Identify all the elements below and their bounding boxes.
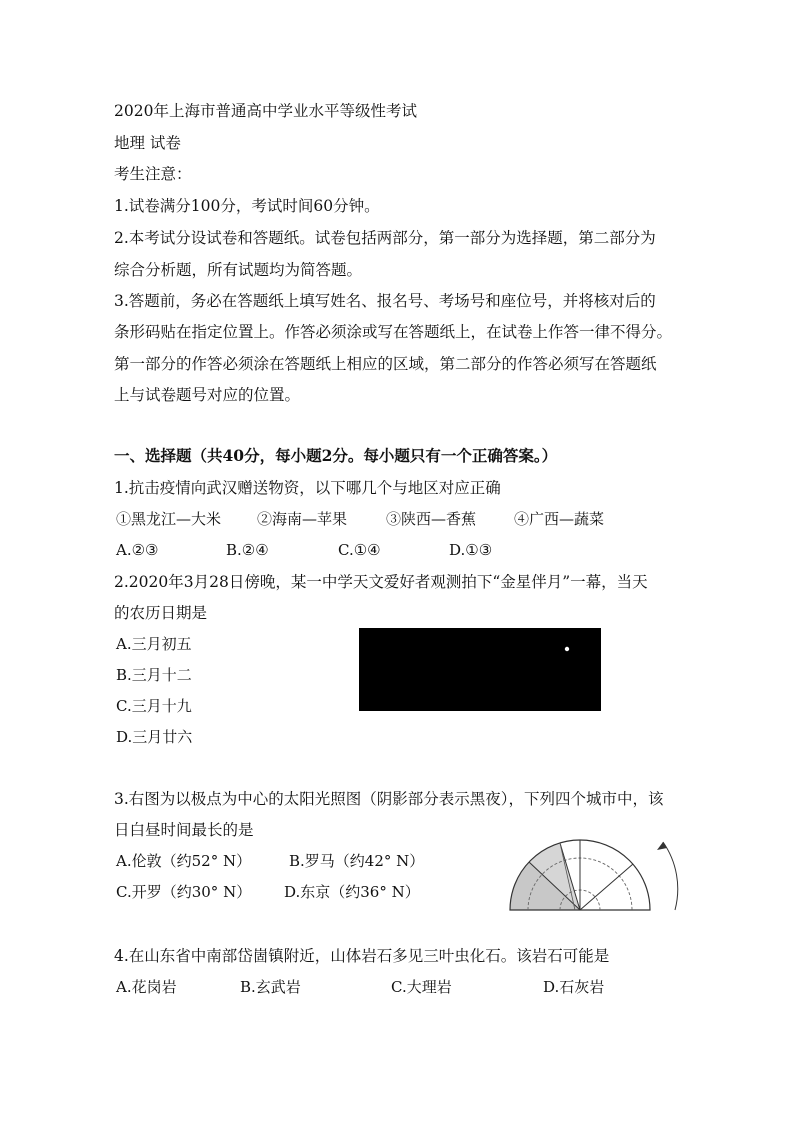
q3-option-a: A.伦敦（约52° N） (116, 852, 252, 870)
notice-line: 综合分析题，所有试题均为简答题。 (114, 261, 363, 279)
q1-item: ③陕西—香蕉 (386, 510, 477, 528)
question-1-stem: 1.抗击疫情向武汉赠送物资，以下哪几个与地区对应正确 (114, 479, 501, 497)
notice-line: 上与试卷题号对应的位置。 (114, 386, 301, 404)
q3-option-c: C.开罗（约30° N） (116, 883, 252, 901)
q1-item: ①黑龙江—大米 (116, 510, 222, 528)
q3-option-b: B.罗马（约42° N） (289, 852, 425, 870)
crescent-moon-icon (359, 628, 601, 711)
notice-line: 1.试卷满分100分，考试时间60分钟。 (114, 197, 380, 215)
venus-dot (565, 647, 569, 651)
question-2-stem: 的农历日期是 (114, 604, 208, 622)
q1-item: ②海南—苹果 (257, 510, 348, 528)
question-3-stem: 3.右图为以极点为中心的太阳光照图（阴影部分表示黑夜），下列四个城市中，该 (114, 790, 664, 808)
q1-option-d: D.①③ (449, 541, 493, 559)
question-2-stem: 2.2020年3月28日傍晚，某一中学天文爱好者观测拍下“金星伴月”一幕，当天 (114, 573, 648, 591)
question-3-stem: 日白昼时间最长的是 (114, 821, 254, 839)
rotation-arrow-icon (657, 842, 667, 850)
q1-option-b: B.②④ (226, 541, 269, 559)
question-4-stem: 4.在山东省中南部岱崮镇附近，山体岩石多见三叶虫化石。该岩石可能是 (114, 947, 610, 965)
section-heading: 一、选择题（共40分，每小题2分。每小题只有一个正确答案。） (114, 446, 558, 465)
notice-heading: 考生注意： (114, 165, 192, 183)
q4-option-c: C.大理岩 (391, 978, 452, 996)
q2-option-d: D.三月廿六 (116, 728, 193, 746)
notice-line: 条形码贴在指定位置上。作答必须涂或写在答题纸上，在试卷上作答一律不得分。 (114, 323, 673, 341)
q1-item: ④广西—蔬菜 (514, 510, 605, 528)
q4-option-b: B.玄武岩 (240, 978, 301, 996)
q4-option-a: A.花岗岩 (116, 978, 177, 996)
q1-option-c: C.①④ (338, 541, 381, 559)
q4-option-d: D.石灰岩 (543, 978, 605, 996)
notice-line: 第一部分的作答必须涂在答题纸上相应的区域，第二部分的作答必须写在答题纸 (114, 355, 657, 373)
q2-option-b: B.三月十二 (116, 666, 192, 684)
polar-sunlight-diagram (505, 812, 695, 918)
exam-title: 2020年上海市普通高中学业水平等级性考试 (114, 102, 417, 120)
notice-line: 3.答题前，务必在答题纸上填写姓名、报名号、考场号和座位号，并将核对后的 (114, 292, 656, 310)
q2-option-c: C.三月十九 (116, 697, 192, 715)
q1-option-a: A.②③ (116, 541, 159, 559)
exam-subtitle: 地理 试卷 (114, 134, 181, 152)
venus-moon-photo (359, 628, 601, 711)
q3-option-d: D.东京（约36° N） (284, 883, 420, 901)
q2-option-a: A.三月初五 (116, 635, 192, 653)
notice-line: 2.本考试分设试卷和答题纸。试卷包括两部分，第一部分为选择题，第二部分为 (114, 229, 656, 247)
